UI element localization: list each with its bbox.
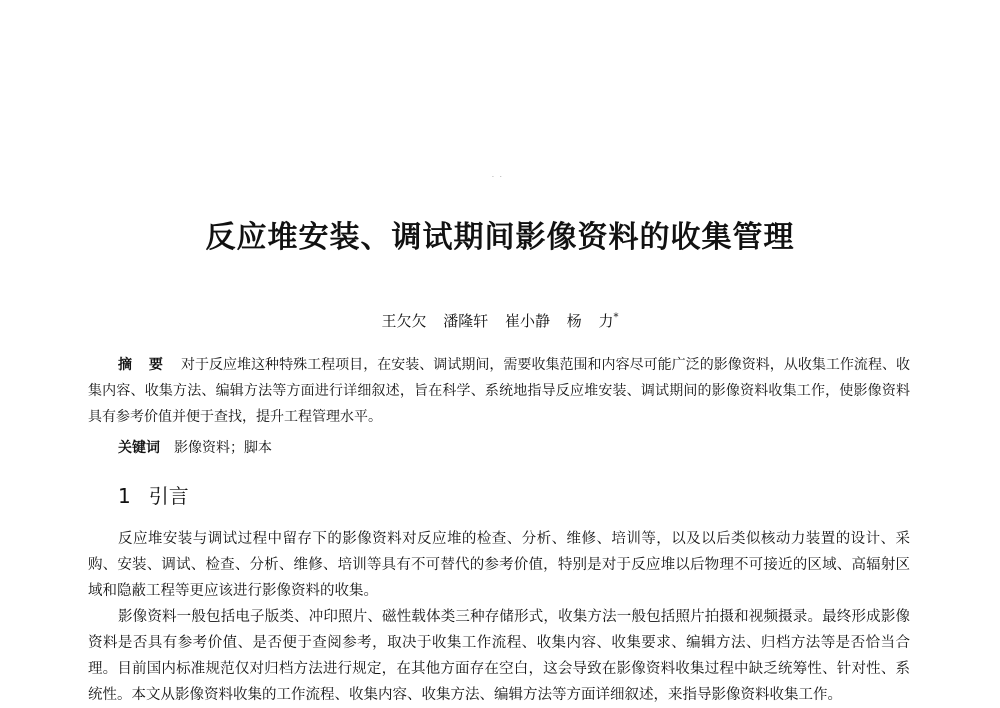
section-title: 引言 [148, 484, 189, 508]
paper-title: 反应堆安装、调试期间影像资料的收集管理 [205, 220, 795, 255]
section-number: 1 [118, 484, 131, 508]
body-text [88, 526, 910, 708]
author-names: 王欠欠 潘隆轩 崔小静 杨 力 [381, 312, 614, 330]
abstract-label: 摘 要 [118, 357, 169, 373]
section-heading [118, 480, 189, 509]
keywords-label: 关键词 [118, 440, 160, 456]
abstract [88, 352, 910, 430]
body-paragraph: 影像资料一般包括电子版类、冲印照片、磁性载体类三种存储形式，收集方法一般包括照片拍摄和视频摄录。最终形成影像资料是否具有参考价值、是否便于查阅参考，取决于收集工作流程、收集内容、收集要求、编辑方法、归档方法等是否恰当合理。目前国内标准规范仅对归档方法进行规定，在其他方面存在空白，这会导致在影像资料收集过程中缺乏统筹性、针对性、系统性。本文从影像资料收集的工作流程、收集内容、收集方法、编辑方法等方面详细叙述，来指导影像资料收集工作。 [88, 609, 910, 703]
abstract-text: 对于反应堆这种特殊工程项目，在安装、调试期间，需要收集范围和内容尽可能广泛的影像资料，从收集工作流程、收集内容、收集方法、编辑方法等方面进行详细叙述，旨在科学、系统地指导反应堆安装、调试期间的影像资料收集工作，使影像资料具有参考价值并便于查找，提升工程管理水平。 [88, 357, 910, 425]
author-line [0, 310, 1000, 331]
keywords [118, 436, 908, 460]
author-footnote-mark: * [613, 312, 619, 323]
scan-speck: · · [492, 174, 504, 181]
body-paragraph: 反应堆安装与调试过程中留存下的影像资料对反应堆的检查、分析、维修、培训等，以及以后类似核动力装置的设计、采购、安装、调试、检查、分析、维修、培训等具有不可替代的参考价值，特别是对于反应堆以后物理不可接近的区域、高辐射区域和隐蔽工程等更应该进行影像资料的收集。 [88, 531, 910, 599]
keywords-text: 影像资料；脚本 [174, 440, 272, 456]
